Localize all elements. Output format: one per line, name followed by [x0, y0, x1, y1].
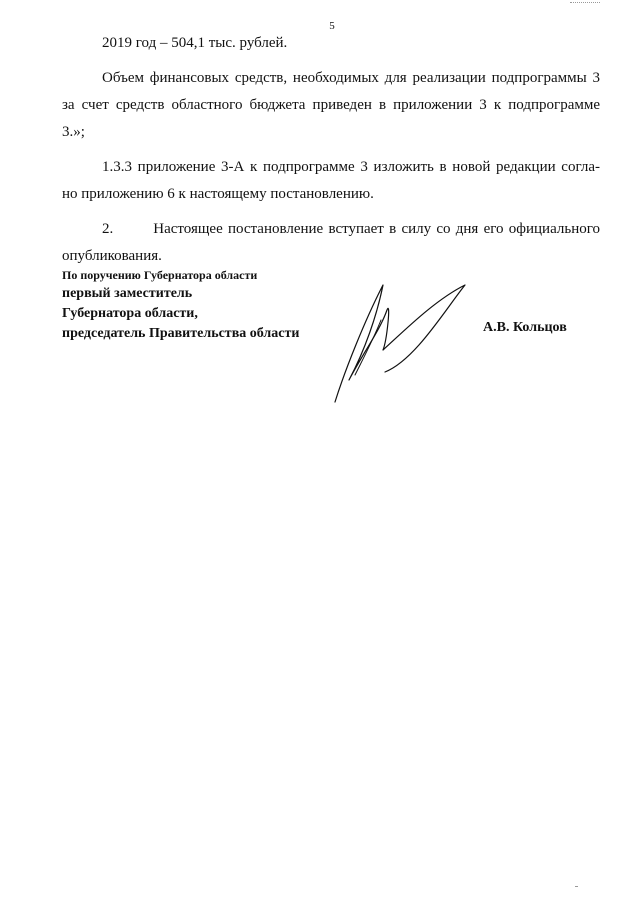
signature-block — [62, 266, 299, 344]
signer-name: А.В. Кольцов — [483, 320, 567, 335]
document-body — [62, 30, 600, 270]
paragraph-line: опубликования. — [62, 248, 162, 264]
signature-line: По поручению Губернатора области — [62, 268, 258, 282]
page-number: 5 — [329, 20, 335, 32]
paragraph-line: за счет средств областного бюджета приведен в приложении 3 к подпрограмме — [62, 97, 600, 113]
bottom-mark — [575, 886, 578, 887]
paragraph-line — [62, 216, 600, 243]
paragraph-number: 2. — [102, 221, 114, 237]
corner-mark — [570, 0, 600, 3]
signature-line: первый заместитель — [62, 286, 193, 301]
signature-line: Губернатора области, — [62, 306, 198, 321]
paragraph-line: но приложению 6 к настоящему постановлению. — [62, 186, 374, 202]
paragraph-line: 1.3.3 приложение 3-А к подпрограмме 3 изложить в новой редакции согла- — [102, 159, 600, 175]
paragraph-line: 3.»; — [62, 124, 85, 140]
paragraph-text: Настоящее постановление вступает в силу со дня его официального — [153, 221, 600, 237]
paragraph-line: 2019 год – 504,1 тыс. рублей. — [102, 35, 288, 51]
signature-line: председатель Правительства области — [62, 326, 300, 341]
handwritten-signature — [325, 280, 475, 410]
paragraph-line: Объем финансовых средств, необходимых для реализации подпрограммы 3 — [102, 70, 600, 86]
